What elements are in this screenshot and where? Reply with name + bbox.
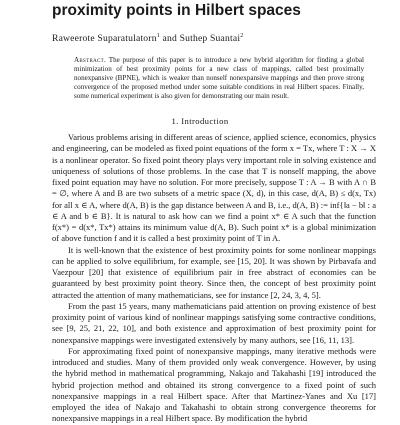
- paper-title: proximity points in Hilbert spaces: [52, 2, 301, 19]
- paragraph: Various problems arising in different areas of science, applied science, economics, physics and engineering, can be modeled as fixed point equations of the form x = Tx, where T : X → X is a nonlinear operator. So fixed point theory plays very important role in solving existence and uniqueness of solutions of those problems. In the case that T is nonself mapping, the above fixed point equation may have no solution. For more precisely, suppose T : A → B with A ∩ B = ∅, where A and B are two subsets of a metric space (X, d), in this case, d(A, B) ≤ d(x, Tx) for all x ∈ A, where d(A, B) is the gap distance between A and B, i.e., d(A, B) := inf{‖a − b‖ : a ∈ A and b ∈ B}. It is natural to ask how can we find a point x* ∈ A such that the function f(x*) = d(x*, Tx*) attains its minimum value d(A, B). Such point x* is a global minimization of above function f and it is called a best proximity point of T in A.: [52, 132, 376, 244]
- affiliation-mark: 2: [240, 33, 244, 39]
- author-line: [52, 33, 243, 44]
- paragraph: From the past 15 years, many mathematicians paid attention on proving existence of best proximity point of various kind of nonlinear mappings satisfying some contractive conditions, see [9, 25, 21, 22, 10], and both existence and approximation of best proximity point for nonexpansive mappings were investigated extensively by many authors, see [16, 11, 13].: [52, 300, 376, 345]
- body-text: [52, 132, 376, 425]
- paragraph: For approximating fixed point of nonexpansive mappings, many iterative methods were introduced and studies. Many of them provided only weak convergence. However, by using the hybrid method in mathematical programming, Nakajo and Takahashi [19] introduced the hybrid projection method and obtained its strong convergence to a fixed point of such nonexpansive mappings in a real Hilbert space. After that Martinez-Yanes and Xu [17] employed the idea of Nakajo and Takahashi to obtain strong convergence theorems for nonexpansive mappings in a real Hilbert space. By modification the hybrid: [52, 345, 376, 424]
- author-name: Raweerote Suparatulatorn: [52, 33, 157, 45]
- abstract-text: The purpose of this paper is to introduce a new hybrid algorithm for finding a global minimization of best proximity points for a new class of mappings, called best proximally nonexpansive (BPNE), which is weaker than nonself nonexpansive mappings and then prove strong convergence of the proposed method under some suitable conditions in real Hilbert spaces. Finally, some numerical experiment is also given for demonstrating our main result.: [74, 56, 364, 100]
- section-heading: 1. Introduction: [171, 116, 229, 126]
- affiliation-mark: 1: [156, 33, 160, 39]
- author-name: Suthep Suantai: [179, 33, 241, 45]
- abstract: [74, 56, 364, 101]
- author-joiner: and: [159, 33, 180, 45]
- paragraph: It is well-known that the existence of best proximity points for some nonlinear mappings can be applied to solve equilibrium, for example, see [15, 20]. It was shown by Pirbavafa and Vaezpour [20] that existence of equilibrium pair in free abstract of economies can be guaranteed by best proximity point theory. Since then, the concept of best proximity point attracted the attention of many mathematicians, see for instance [2, 24, 3, 4, 5].: [52, 244, 376, 300]
- abstract-label: Abstract.: [74, 56, 107, 64]
